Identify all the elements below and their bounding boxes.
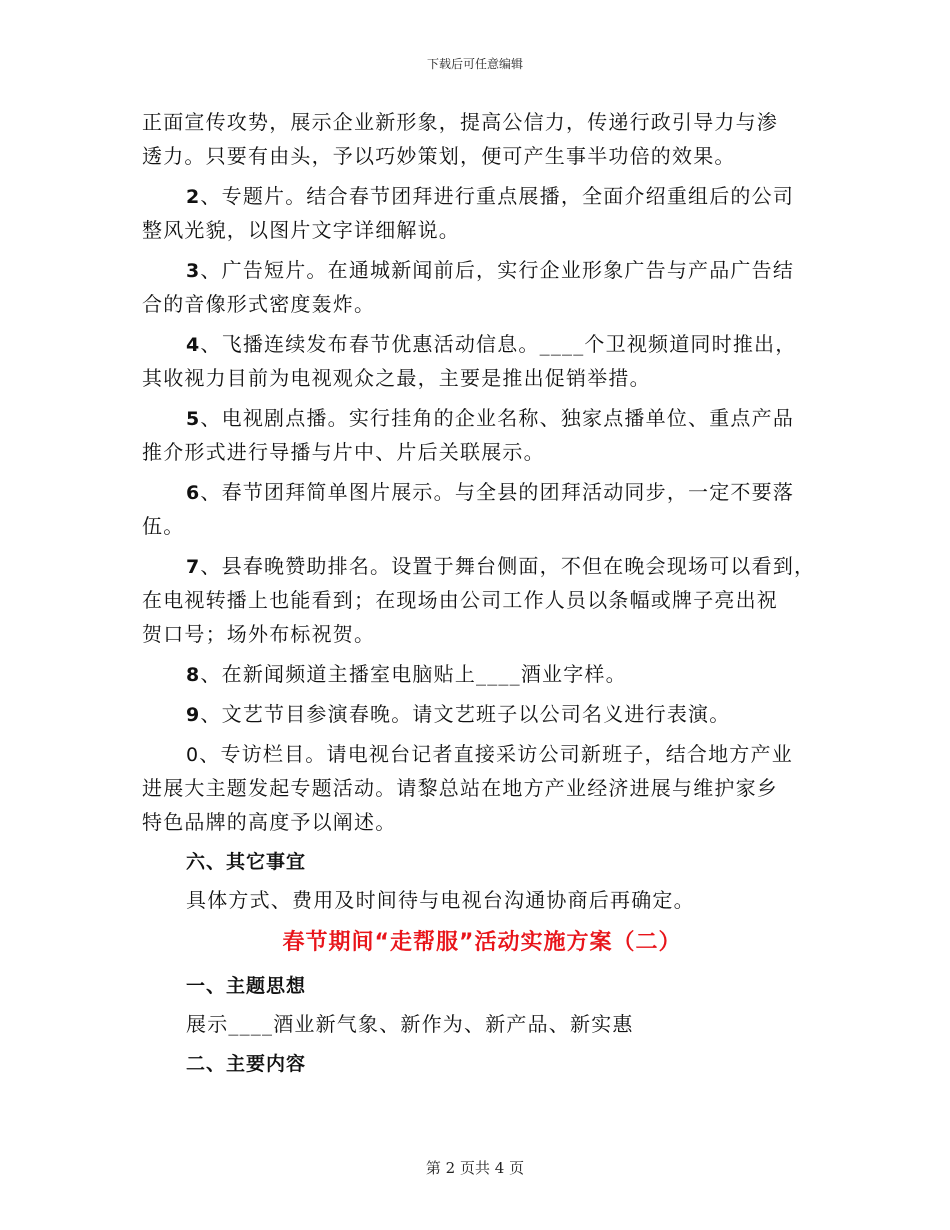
plan-title: 春节期间“走帮服”活动实施方案（二） (282, 930, 682, 955)
section-body: 具体方式、费用及时间待与电视台沟通协商后再确定。 (186, 888, 695, 912)
item-number: 8 (186, 664, 201, 686)
list-item (142, 327, 822, 361)
item-text-line: 贺口号；场外布标祝贺。 (142, 622, 376, 646)
section-heading: 二、主要内容 (186, 1053, 307, 1075)
item-text: 、飞播连续发布春节优惠活动信息。____个卫视频道同时推出， (200, 332, 797, 356)
item-text-line: 其收视力目前为电视观众之最，主要是推出促销举措。 (142, 366, 651, 390)
list-item (142, 179, 822, 213)
item-text: 、文艺节目参演春晚。请文艺班子以公司名义进行表演。 (200, 702, 731, 726)
item-text: 、广告短片。在通城新闻前后，实行企业形象广告与产品广告结 (200, 258, 795, 282)
list-item (142, 737, 822, 771)
item-number: 6 (186, 482, 201, 504)
item-text-line: 在电视转播上也能看到；在现场由公司工作人员以条幅或牌子亮出祝 (142, 588, 778, 612)
item-number: 7 (186, 556, 201, 578)
section-body: 展示____酒业新气象、新作为、新产品、新实惠 (186, 1012, 634, 1036)
item-text-line: 整风光貌，以图片文字详细解说。 (142, 218, 460, 242)
item-text-line: 合的音像形式密度轰炸。 (142, 292, 376, 316)
list-item (142, 253, 822, 287)
item-text: 、专访栏目。请电视台记者直接采访公司新班子，结合地方产业 (199, 742, 793, 766)
list-item (142, 475, 822, 509)
page-footer: 第 2 页共 4 页 (425, 1159, 525, 1177)
item-number: 5 (186, 408, 201, 430)
page-header: 下载后可任意编辑 (426, 57, 523, 71)
paragraph-line: 正面宣传攻势，展示企业新形象，提高公信力，传递行政引导力与渗 (142, 110, 778, 134)
list-item (142, 401, 822, 435)
item-text: 、县春晚赞助排名。设置于舞台侧面，不但在晚会现场可以看到， (200, 554, 816, 578)
item-text: 、春节团拜简单图片展示。与全县的团拜活动同步，一定不要落 (200, 480, 795, 504)
item-text-line: 伍。 (142, 514, 185, 538)
list-item (142, 657, 822, 691)
item-text-line: 特色品牌的高度予以阐述。 (142, 810, 397, 834)
section-heading: 六、其它事宜 (186, 851, 307, 873)
item-text-line: 进展大主题发起专题活动。请黎总站在地方产业经济进展与维护家乡 (142, 776, 778, 800)
list-item (142, 549, 822, 583)
item-number: 3 (186, 260, 201, 282)
item-text-line: 推介形式进行导播与片中、片后关联展示。 (142, 440, 545, 464)
list-item (142, 697, 822, 731)
document-body (142, 105, 822, 1081)
item-number: 4 (186, 334, 201, 356)
paragraph-line: 透力。只要有由头，予以巧妙策划，便可产生事半功倍的效果。 (142, 144, 736, 168)
section-heading: 一、主题思想 (186, 975, 307, 997)
item-text: 、专题片。结合春节团拜进行重点展播，全面介绍重组后的公司 (200, 184, 795, 208)
item-number: 0 (186, 744, 200, 766)
item-number: 2 (186, 186, 201, 208)
item-number: 9 (186, 704, 201, 726)
item-text: 、在新闻频道主播室电脑贴上____酒业字样。 (200, 662, 627, 686)
item-text: 、电视剧点播。实行挂角的企业名称、独家点播单位、重点产品 (200, 406, 795, 430)
